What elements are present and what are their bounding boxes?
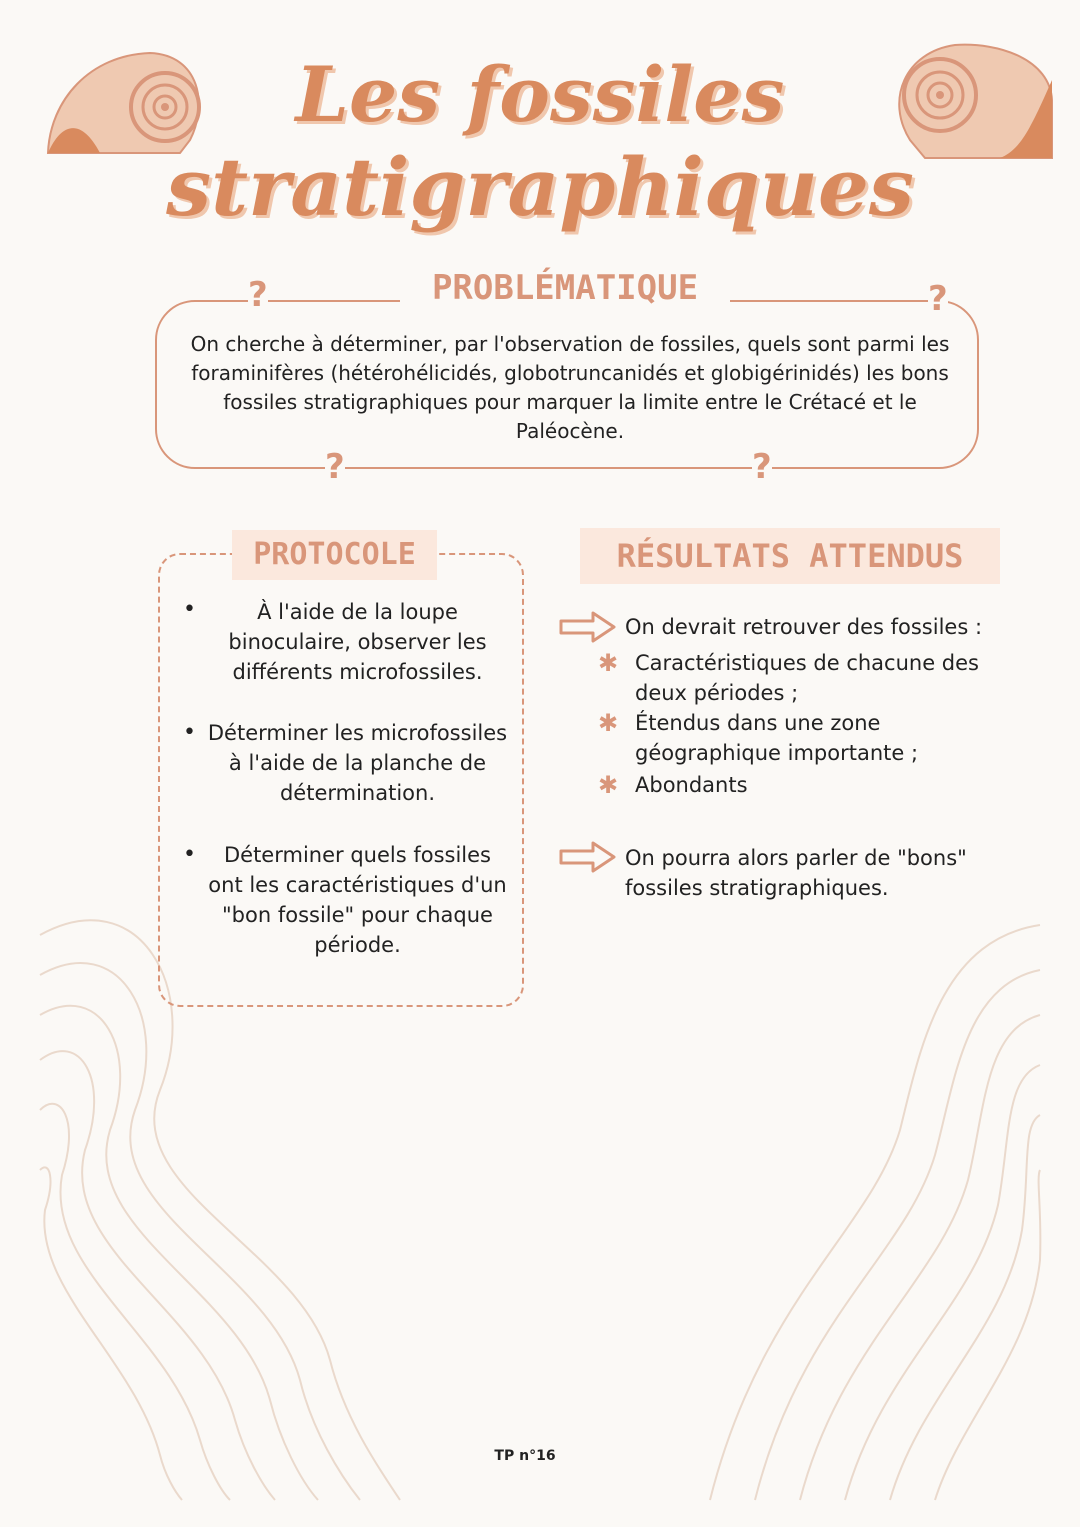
- arrow-right-icon: [558, 610, 618, 644]
- question-mark-icon: ?: [928, 279, 948, 319]
- bullet-icon: •: [183, 842, 196, 867]
- question-mark-icon: ?: [752, 447, 772, 487]
- protocol-item: Déterminer quels fossiles ont les caractéristiques d'un "bon fossile" pour chaque période.: [208, 843, 507, 957]
- question-mark-icon: ?: [248, 275, 268, 315]
- problem-text: On cherche à déterminer, par l'observation de fossiles, quels sont parmi les foraminifères (hétérohélicidés, globotruncanidés et globigérinidés) les bons fossiles stratigraphiques pour marquer la limite entre le Crétacé et le Paléocène.: [190, 332, 950, 443]
- protocol-item: À l'aide de la loupe binoculaire, observer les différents microfossiles.: [228, 600, 487, 684]
- results-heading: RÉSULTATS ATTENDUS: [580, 528, 1000, 584]
- asterisk-icon: ✱: [598, 771, 619, 799]
- results-intro: On devrait retrouver des fossiles :: [625, 615, 983, 639]
- page-title-line2: stratigraphiques: [166, 140, 914, 234]
- page-title-line1: Les fossiles: [295, 50, 785, 139]
- results-point: Abondants: [635, 773, 748, 797]
- results-point: Caractéristiques de chacune des deux périodes ;: [635, 651, 979, 705]
- results-conclusion: On pourra alors parler de "bons" fossiles stratigraphiques.: [625, 846, 967, 900]
- problem-heading: PROBLÉMATIQUE: [400, 264, 730, 312]
- asterisk-icon: ✱: [598, 709, 619, 737]
- protocol-heading: PROTOCOLE: [232, 530, 437, 580]
- bullet-icon: •: [183, 597, 196, 622]
- arrow-right-icon: [558, 840, 618, 874]
- bullet-icon: •: [183, 720, 196, 745]
- tp-number: TP n°16: [494, 1448, 556, 1464]
- results-point: Étendus dans une zone géographique importante ;: [635, 711, 919, 765]
- protocol-item: Déterminer les microfossiles à l'aide de la planche de détermination.: [207, 721, 508, 805]
- asterisk-icon: ✱: [598, 649, 619, 677]
- question-mark-icon: ?: [325, 447, 345, 487]
